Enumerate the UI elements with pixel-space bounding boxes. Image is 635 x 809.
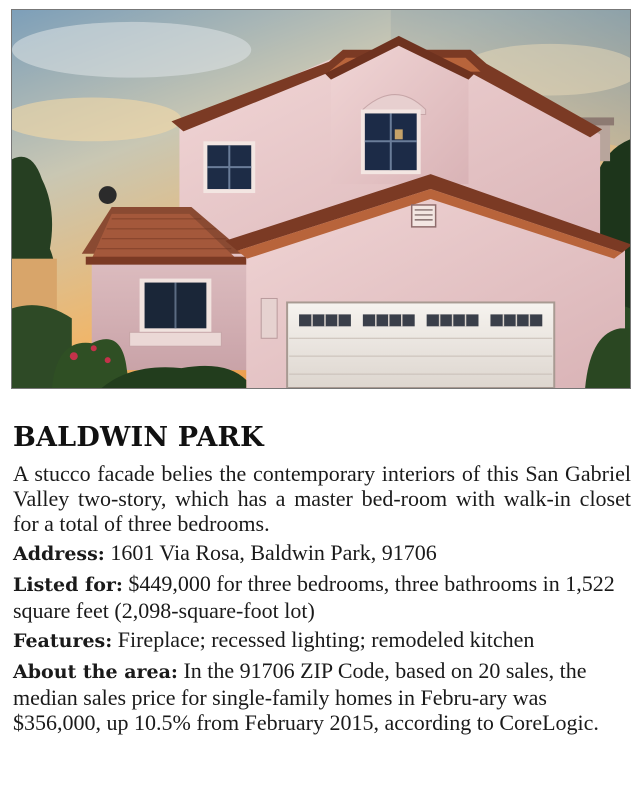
fact-value: $449,000 for three bedrooms, three bathrooms in 1,522 square feet (2,098-square-foot lot) [13, 571, 615, 623]
listing-article [13, 419, 631, 739]
house-photo [11, 9, 631, 389]
fact-value: In the 91706 ZIP Code, based on 20 sales, the median sales price for single-family homes in Febru-ary was $356,000, up 10.5% from February 2015, according to CoreLogic. [13, 658, 599, 735]
house-illustration [12, 10, 630, 388]
fact-label: About the area: [13, 661, 178, 683]
headline: BALDWIN PARK [13, 422, 264, 453]
fact-features [13, 627, 631, 654]
fact-label: Listed for: [13, 574, 123, 596]
fact-about-area [13, 658, 631, 735]
fact-label: Features: [13, 630, 113, 652]
fact-label: Address: [13, 543, 105, 565]
fact-value: Fireplace; recessed lighting; remodeled kitchen [117, 627, 535, 652]
gable-vent [412, 205, 436, 227]
fact-listed-for [13, 571, 631, 623]
fact-address [13, 540, 631, 567]
fact-value: 1601 Via Rosa, Baldwin Park, 91706 [110, 540, 437, 565]
lede: A stucco facade belies the contemporary interiors of this San Gabriel Valley two-story, which has a master bed-room with walk-in closet for a total of three bedrooms. [13, 461, 631, 536]
